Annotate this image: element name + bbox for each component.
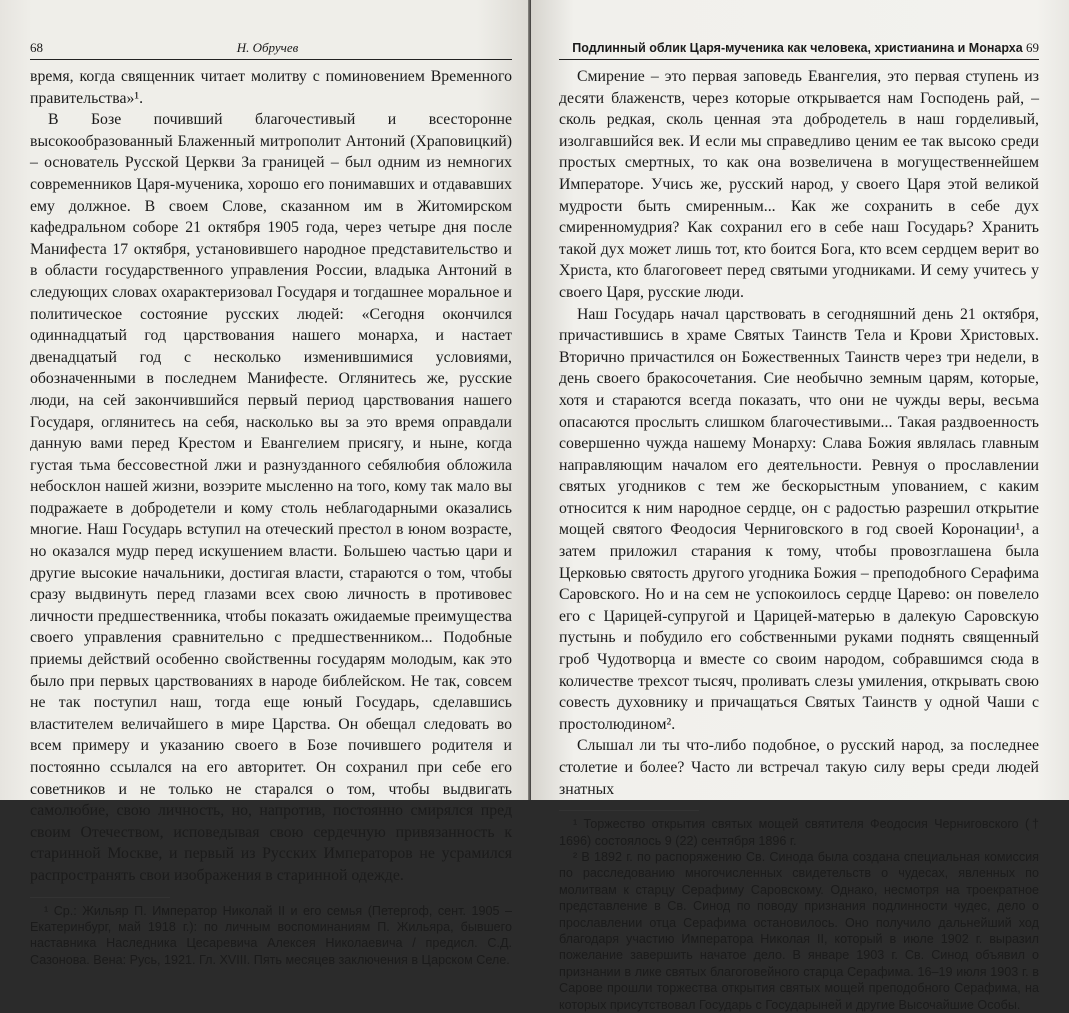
running-title: Подлинный облик Царя-мученика как человека, христианина и Монарха bbox=[572, 41, 1023, 55]
footnotes bbox=[559, 816, 1039, 1013]
page-number: 69 bbox=[1026, 40, 1039, 55]
running-title: Н. Обручев bbox=[236, 40, 299, 55]
footnote: ² В 1892 г. по распоряжению Св. Синода была создана специальная комиссия по расследованию многочисленных свидетельств о чудесах, явленных по молитвам к старцу Серафиму Саровскому. Однако, несмотря на троекратное представление в Св. Синод по поводу признания подлинности чудес, дело о прославлении отца Серафима остановилось. Оно получило дальнейший ход благодаря участию Императора Николая II, который в июле 1902 г. выразил пожелание завершить начатое дело. В январе 1903 г. Св. Синод объявил о признании в лике святых благоговейного старца Серафима. 16–19 июля 1903 г. в Сарове прошли торжества открытия святых мощей преподобного Серафима, на которых присутствовал Государь с Государыней и другие Высочайшие Особы. bbox=[559, 850, 1039, 1012]
page-body bbox=[559, 66, 1039, 800]
page-body bbox=[30, 66, 512, 887]
left-page bbox=[0, 0, 530, 967]
paragraph: Слышал ли ты что-либо подобное, о русский народ, за последнее столетие и более? Часто ли встречал такую силу веры среди людей знатных bbox=[559, 737, 1039, 798]
page-number: 68 bbox=[30, 40, 43, 55]
footnote: ¹ Торжество открытия святых мощей святителя Феодосия Черниговского († 1696) состоялось 9 (22) сентября 1896 г. bbox=[559, 817, 1039, 848]
paragraph: Смирение – это первая заповедь Евангелия, это первая ступень из десяти блаженств, через которые открывается нам Господень рай, – сколь редкая, сколь ценная эта добродетель в наш горделивый, изолгавшийся век. И если мы справедливо ценим ее так высоко среди простых смертных, то как она возвеличена в могущественнейшем Императоре. Учись же, русский народ, у своего Царя этой великой мудрости быть смиренным... Как же сохранить в себе дух смиренномудрия? Как сохранил его в себе наш Государь? Хранить такой дух может лишь тот, кто боится Бога, кто всем сердцем верит во Христа, кто благоговеет перед святыми угодниками. И сему учитесь у своего Царя, русские люди. bbox=[559, 68, 1039, 301]
footnote-divider bbox=[559, 810, 699, 811]
page-header bbox=[30, 40, 512, 60]
paragraph: время, когда священник читает молитву с поминовением Временного правительства»¹. bbox=[30, 68, 512, 107]
paragraph: Наш Государь начал царствовать в сегодняшний день 21 октября, причастившись в храме Святых Таинств Тела и Крови Христовых. Вторично причастился он Божественных Таинств через три недели, в день своего бракосочетания. Сие необычно земным царям, которые, хотя и стараются всегда показать, что они не чужды веры, весьма опасаются прослыть слишком благочестивыми... Такая раздвоенность совершенно чужда нашему Монарху: Слава Божия являлась главным направляющим началом его деятельности. Ревнуя о прославлении святых угодников с тем же бескорыстным упованием, с каким относится к ним народное сердце, он с радостью разрешил открытие мощей святого Феодосия Черниговского в год своей Коронации¹, а затем приложил старания к тому, чтобы провозглашена была Церковью святость другого угодника Божия – преподобного Серафима Саровского. Но и на сем не успокоилось сердце Царево: он повелело его с Царицей-супругой и Царицей-матерью в далекую Саровскую пустынь и побудило его собственными руками поднять священный гроб Чудотворца и вместе со своим народом, собравшимся сюда в количестве трехсот тысяч, проливать слезы умиления, открывать свою совесть духовнику и причащаться Святых Таинств у одной Чаши с простолюдином². bbox=[559, 305, 1039, 733]
right-page bbox=[531, 0, 1069, 1012]
footnotes bbox=[30, 903, 512, 969]
page-header bbox=[559, 40, 1039, 60]
footnote: ¹ Ср.: Жильяр П. Император Николай II и его семья (Петергоф, сент. 1905 – Екатеринбург, май 1918 г.): по личным воспоминаниям П. Жильяра, бывшего наставника Наследника Цесаревича Алексея Николаевича / предисл. С.Д. Сазонова. Вена: Русь, 1921. Гл. XVIII. Пять месяцев заключения в Царском Селе. bbox=[30, 903, 512, 967]
paragraph: В Бозе почивший благочестивый и всесторонне высокообразованный Блаженный митрополит Антоний (Храповицкий) – основатель Русской Церкви За границей – был одним из немногих современников Царя-мученика, хорошо его понимавших и отдававших ему должное. В своем Слове, сказанном им в Житомирском кафедральном соборе 21 октября 1905 года, через четыре дня после Манифеста 17 октября, установившего народное представительство и в области государственного управления России, владыка Антоний в следующих словах охарактеризовал Государя и тогдашнее моральное и политическое состояние русских людей: «Сегодня окончился одиннадцатый год царствования нашего монарха, и настает двенадцатый год с несколько изменившимися условиями, обозначенными в последнем Манифесте. Оглянитесь же, русские люди, на сей закончившийся первый период царствования нашего Государя, оглянитесь на себя, насколько вы за это время оправдали данную вами перед Крестом и Евангелием присягу, и ныне, когда густая тьма бессовестной лжи и разнузданного себялюбия обложила небосклон нашей жизни, возэрите мысленно на того, кому так мало вы подражаете в добродетели и кому столь неблагодарными оказались многие. Наш Государь вступил на отеческий престол в юном возрасте, но оказался мудр перед искушением власти. Большею частью цари и другие высокие начальники, достигая власти, стараются о том, чтобы сразу выдвинуть перед глазами всех свою личность в противовес личности предшественника, чтобы показать ожидаемые преимущества своего управления сравнительно с предшественником... Подобные приемы действий особенно свойственны государям молодым, как это было при первых царствованиях в народе библейском. Не так, совсем не так поступил наш, тогда еще юный Государь, сделавшись властителем величайшего в мире Царства. Он обещал следовать во всем примеру и указанию своего в Бозе почившего родителя и постоянно ссылался на его авторитет. Он сохранил при себе его советников и не только не старался о том, чтобы выдвигать самолюбие, свою личность, но, напротив, постоянно смирялся пред своим Отечеством, исповедывая свою сердечную привязанность к старинной Москве, и первый из Русских Императоров не усрамился распространять свои изображения в старинной одежде. bbox=[30, 111, 512, 884]
footnote-divider bbox=[30, 897, 170, 898]
